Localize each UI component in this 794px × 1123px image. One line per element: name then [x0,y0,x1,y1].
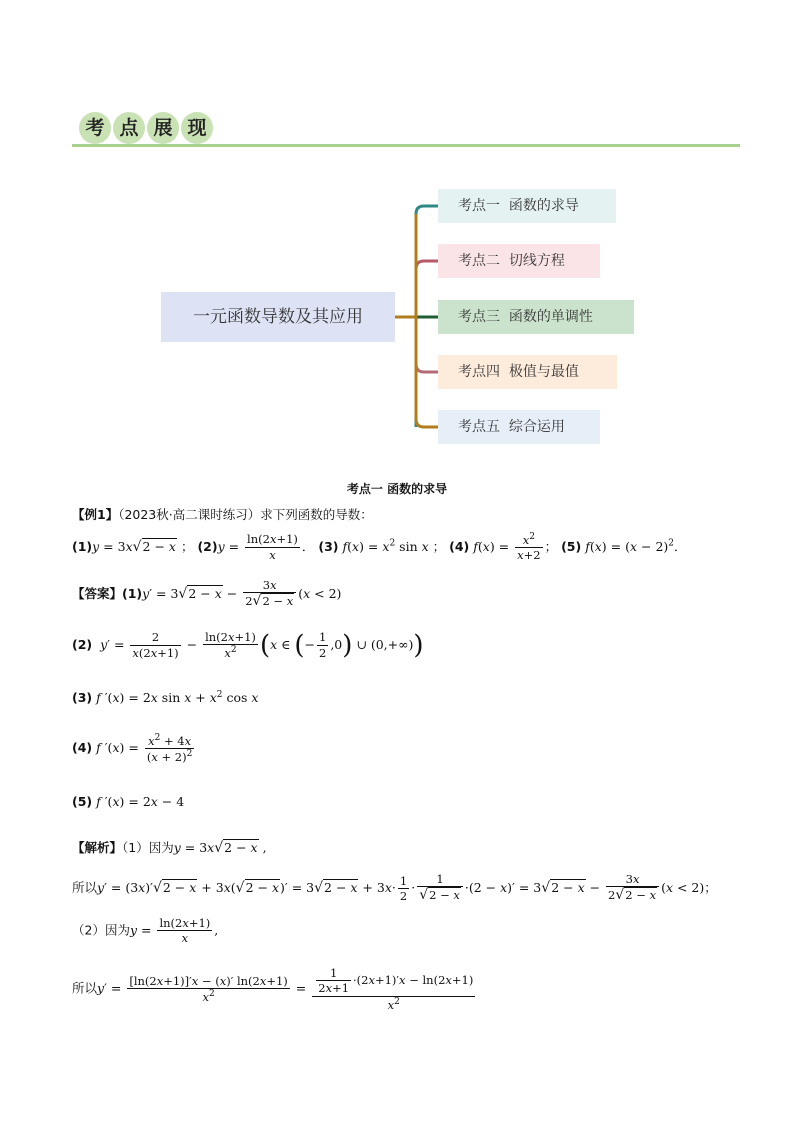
part-label: (3) [72,690,93,706]
so-text: 所以 [72,980,98,996]
answer-5: (5) f ′(x) = 2x − 4 [72,794,185,809]
analysis-1-premise: 【解析】（1）因为y = 3x√2 − x , [72,840,267,856]
answer-3: (3) f ′(x) = 2x $\sin x + x^2$ cos x [72,690,259,706]
part-label: (3) [318,538,339,554]
example-source: （2023秋·高二课时练习） [118,507,261,522]
analysis-label: 【解析】 [72,840,123,855]
because-text: 因为 [148,840,174,855]
header-char: 点 [113,112,145,144]
part-label: (5) [72,794,93,809]
part-label: (4) [449,538,470,554]
mind-map-node: 考点一 函数的求导 [438,189,616,223]
mind-map-node: 考点二 切线方程 [438,244,600,278]
mind-map-root: 一元函数导数及其应用 [161,292,395,342]
part-label: （1） [122,840,149,855]
part-label: (1) [122,585,143,601]
example-prompt [72,505,373,523]
part-label: (2) [72,636,93,652]
problem-list: (1)y = 3x√2 − x ； (2)y = $\frac{\ln(2x+1)}{x}$ ． (3) $f(x) = x^2$ sin x ； (4) f(x) = $\frac{x^2}{x+2}$ ； (5) $f(x) = (x - 2)^2$． [72,532,687,563]
mind-map-node: 考点三 函数的单调性 [438,300,634,334]
answer-2: (2) y′ = $\frac{2}{x(2x+1)}$ − $\frac{\ln(2x+1)}{x^2}$ (x ∈ (− $\frac{1}{2}$ ,0) ∪ (0,+∞)) [72,630,424,661]
example-tag: 【例1】 [72,507,119,522]
section-title: 考点一 函数的求导 [346,482,448,496]
part-label: （2） [72,922,105,938]
part-label: (2) [197,538,218,554]
mind-map-branches [0,0,794,460]
mind-map-node: 考点四 极值与最值 [438,355,617,389]
mind-map-node: 考点五 综合运用 [438,410,600,444]
analysis-1-result: 所以y′ = (3x)′√2 − x + 3x(√2 − x)′ = 3√2 − x + 3x· $\frac{1}{2}$ · $\frac{1}{√2 - x}$ ·(2 − x)′ = 3√2 − x − $\frac{3x}{2√2 - x}$ (x < 2)； [72,872,717,904]
part-label: (5) [561,538,582,554]
part-label: (4) [72,740,93,756]
header-char: 现 [181,112,213,144]
part-label: (1) [72,538,93,554]
analysis-2-premise: （2）因为y = $\frac{\ln(2x+1)}{x}$ , [72,916,219,946]
answer-label: 【答案】 [72,585,123,601]
header-char: 展 [147,112,179,144]
answer-4: (4) f ′(x) = $\frac{x^2 + 4x}{(x + 2)^2}$ [72,733,193,765]
header-char: 考 [79,112,111,144]
example-question: 求下列函数的导数： [260,507,373,522]
analysis-2-result: 所以y′ = $\frac{[\ln(2x+1)]'x - (x)' \ln(2x+1)}{x^2}$ = $\frac{1}{2x+1}$ ·(2x+1)′x − ln(2x+1) $x^2$ [72,966,474,1012]
so-text: 所以 [72,879,98,895]
because-text: 因为 [104,922,130,938]
answer-1: 【答案】(1)y′ = 3√2 − x − $\frac{3x}{2√2 - x}$ (x < 2) [72,578,342,610]
